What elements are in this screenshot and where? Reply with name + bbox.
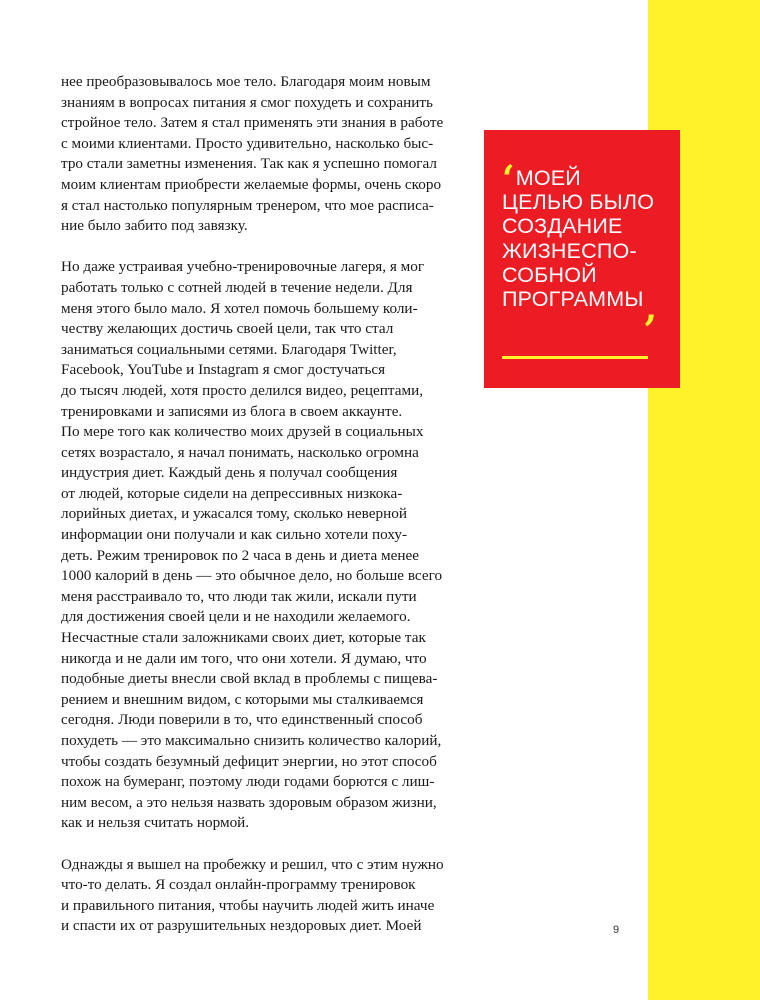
text-line: лорийных диетах, и ужасался тому, сколько неверной	[61, 505, 407, 523]
pull-quote-text	[502, 158, 678, 330]
text-line: меня этого было мало. Я хотел помочь большему коли-	[61, 299, 418, 317]
text-line: деть. Режим тренировок по 2 часа в день и диета менее	[61, 546, 419, 564]
text-line: Но даже устраивая учебно-тренировочные лагеря, я мог	[61, 258, 425, 276]
text-line: работать только с сотней людей в течение недели. Для	[61, 278, 413, 296]
paragraph-2	[61, 257, 461, 834]
text-line: тро стали заметны изменения. Так как я успешно помогал	[61, 155, 437, 173]
pull-quote-line: СОБНОЙ	[502, 262, 597, 287]
text-line: ним весом, а это нельзя назвать здоровым образом жизни,	[61, 793, 437, 811]
text-line: По мере того как количество моих друзей в социальных	[61, 423, 424, 441]
text-line: нее преобразовывалось мое тело. Благодаря моим новым	[61, 73, 431, 90]
text-line: Facebook, YouTube и Instagram я смог достучаться	[61, 361, 386, 379]
text-line: честву желающих достичь своей цели, так что стал	[61, 320, 394, 338]
pull-quote-word: ПРОГРАММЫ	[502, 287, 644, 312]
pull-quote-divider	[502, 356, 648, 359]
open-quote-icon: ‘	[502, 158, 515, 200]
text-line: ние было забито под завязку.	[61, 217, 248, 235]
text-line: 1000 калорий в день — это обычное дело, но больше всего	[61, 567, 443, 585]
text-line: до тысяч людей, хотя просто делился видео, рецептами,	[61, 381, 424, 399]
text-line: тренировками и записями из блога в своем аккаунте.	[61, 402, 403, 420]
text-line: Несчастные стали заложниками своих диет, которые так	[61, 629, 426, 647]
pull-quote-line: ЦЕЛЬЮ БЫЛО	[502, 190, 655, 215]
text-line: меня расстраивало то, что люди так жили, искали пути	[61, 587, 417, 605]
text-line: я стал настолько популярным тренером, что мое расписа-	[61, 196, 434, 214]
text-line: стройное тело. Затем я стал применять эти знания в работе	[61, 114, 444, 132]
text-line: моим клиентам приобрести желаемые формы, очень скоро	[61, 175, 442, 193]
text-line: для достижения своей цели и не находили желаемого.	[61, 608, 411, 626]
text-line: информации они получали и как сильно хотели поху-	[61, 526, 408, 544]
text-line: никогда и не дали им того, что они хотели. Я думаю, что	[61, 649, 427, 667]
text-line: Однажды я вышел на пробежку и решил, что с этим нужно	[61, 855, 444, 873]
text-line: с моими клиентами. Просто удивительно, насколько быс-	[61, 134, 434, 152]
page-number: 9	[613, 924, 620, 936]
text-line: заниматься социальными сетями. Благодаря Twitter,	[61, 340, 397, 358]
pull-quote-line	[502, 287, 678, 330]
text-line: чтобы создать безумный дефицит энергии, но этот способ	[61, 752, 437, 770]
paragraph-1	[61, 72, 461, 237]
text-line: сетях возрастало, я начал понимать, насколько огромна	[61, 443, 419, 461]
text-line: индустрия диет. Каждый день я получал сообщения	[61, 464, 398, 482]
pull-quote-word: МОЕЙ	[515, 166, 581, 190]
text-line: от людей, которые сидели на депрессивных низкока-	[61, 484, 403, 502]
text-line: подобные диеты внесли свой вклад в проблемы с пищева-	[61, 670, 438, 688]
text-line: и спасти их от разрушительных нездоровых диет. Моей	[61, 917, 422, 935]
text-line: похож на бумеранг, поэтому люди годами борются с лиш-	[61, 773, 435, 791]
text-line: что-то делать. Я создал онлайн-программу тренировок	[61, 876, 416, 894]
text-line: знаниям в вопросах питания я смог похудеть и сохранить	[61, 93, 433, 111]
paragraph-3	[61, 855, 461, 937]
pull-quote-line: ЖИЗНЕСПО-	[502, 238, 637, 263]
text-line: и правильного питания, чтобы научить людей жить иначе	[61, 896, 435, 914]
pull-quote-line: СОЗДАНИЕ	[502, 214, 623, 239]
body-text	[61, 72, 461, 958]
pull-quote-line	[502, 158, 678, 200]
text-line: сегодня. Люди поверили в то, что единственный способ	[61, 711, 423, 729]
text-line: рением и внешним видом, с которыми мы сталкиваемся	[61, 690, 424, 708]
pull-quote-box	[484, 130, 680, 388]
close-quote-icon: ,	[644, 287, 658, 330]
text-line: похудеть — это максимально снизить количество калорий,	[61, 732, 442, 749]
text-line: как и нельзя считать нормой.	[61, 814, 250, 832]
